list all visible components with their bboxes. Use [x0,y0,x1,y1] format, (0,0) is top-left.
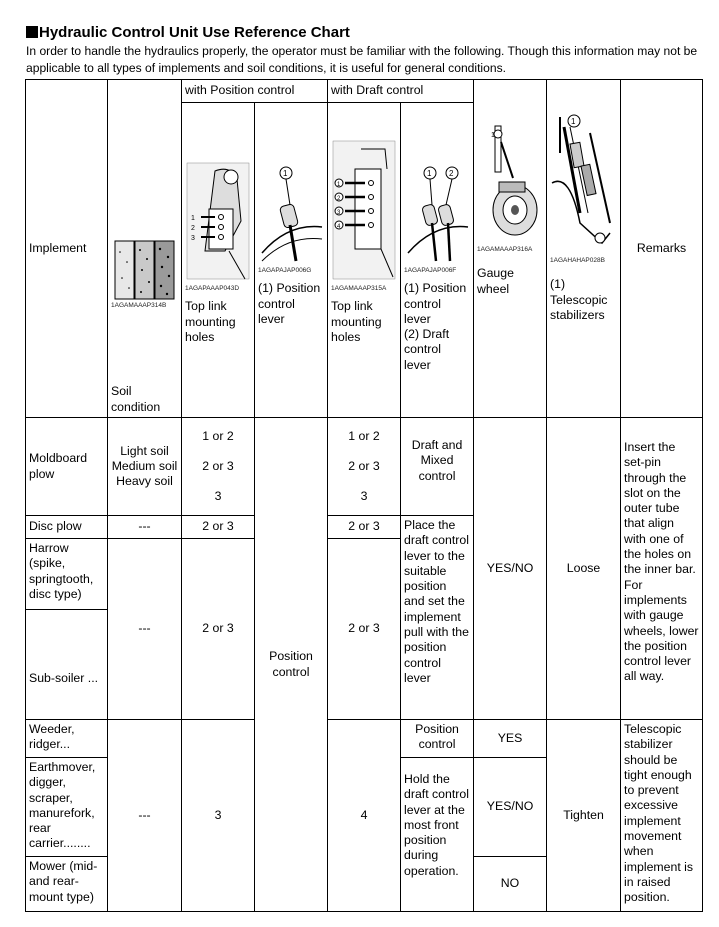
row-weeder-draft-lever: Position control [401,720,474,758]
row-earthmover-gauge: YES/NO [474,758,547,857]
group3-soil: --- [108,720,182,912]
row-disc-soil: --- [108,516,182,539]
soil-medium: Medium soil [111,458,178,473]
row-moldboard-soil [108,418,182,516]
svg-text:1: 1 [191,215,195,222]
draft-lever-image-caption: 1AGAPAJAP006F [404,267,457,275]
soil-image-caption: 1AGAMAAAP314B [111,302,167,310]
pos-holes-light: 1 or 2 [202,428,234,443]
col-position-control: Position control [255,418,328,912]
soil-heavy: Heavy soil [116,474,173,489]
group3-draft-lever: Hold the draft control lever at the most front position during operation. [401,758,474,912]
svg-text:1: 1 [283,169,288,178]
draft-holes-light: 1 or 2 [348,428,380,443]
header-soil-cell [108,80,182,418]
col-stabilizer-loose: Loose [547,418,621,720]
group-position-label: with Position control [182,80,328,103]
row-mower-implement: Mower (mid- and rear- mount type) [26,857,108,912]
gauge-image-caption: 1AGAMAAAP316A [477,246,533,254]
col-remarks-top: Insert the set-pin through the slot on the outer tube that align with one of the holes on the inner bar. For implements with gauge wheels, lower the position control lever all way. [621,418,703,720]
row-disc-draft-holes: 2 or 3 [328,516,401,539]
pos-holes-heavy: 3 [214,489,222,504]
draft-control-lever-image [404,143,470,263]
group-draft-label: with Draft control [328,80,474,103]
header-implement-cell: Implement [26,80,108,418]
header-remarks-cell: Remarks [621,80,703,418]
chart-body [25,79,703,912]
header-pos-holes-cell [182,103,255,418]
row-weeder-gauge: YES [474,720,547,758]
soil-samples-image [114,240,176,302]
svg-text:2: 2 [337,196,341,202]
row-disc-pos-holes: 2 or 3 [182,516,255,539]
svg-text:2: 2 [191,225,195,232]
position-control-lever-image [258,143,324,263]
group3-remarks: Telescopic stabilizer should be tight enough to prevent excessive implement movement when implement is in raised position. [621,720,703,912]
group3-draft-holes: 4 [328,720,401,912]
row-moldboard-draft-holes [328,418,401,516]
position-top-link-holes-image [185,161,251,281]
header-draft-lever-label-1: (1) Position control lever [404,281,467,326]
title-square-bullet [26,26,38,38]
header-soil-label: Soil condition [111,384,161,414]
svg-text:1: 1 [427,169,432,178]
soil-light: Light soil [120,443,169,458]
row-harrow-implement: Harrow (spike, springtooth, disc type) [26,539,108,610]
col-gauge-yes-no: YES/NO [474,418,547,720]
svg-text:3: 3 [337,210,341,216]
group2-draft-holes: 2 or 3 [328,539,401,720]
header-gauge-cell [474,80,547,418]
pos-lever-image-caption: 1AGAPAJAP006G [258,267,312,275]
header-pos-lever-label: (1) Position control lever [258,281,321,326]
row-weeder-implement: Weeder, ridger... [26,720,108,758]
header-stabilizer-label: (1) Telescopic stabilizers [550,277,608,322]
stabilizer-image-caption: 1AGAHAHAP028B [550,257,605,265]
row-mower-gauge: NO [474,857,547,912]
header-draft-holes-cell [328,103,401,418]
draft-holes-heavy: 3 [360,489,368,504]
header-pos-holes-label: Top link mounting holes [185,299,236,344]
svg-text:1: 1 [491,132,495,139]
draft-holes-image-caption: 1AGAMAAAP315A [331,285,387,293]
row-moldboard-pos-holes [182,418,255,516]
intro-paragraph: In order to handle the hydraulics properly, the operator must be familiar with the following. Though this information may not be applicable to all types of implements and soil conditions, it is useful for general conditions. [26,44,698,75]
row-subsoiler-implement: Sub-soiler ... [26,610,108,720]
draft-holes-medium: 2 or 3 [348,458,380,473]
group2-pos-holes: 2 or 3 [182,539,255,720]
row-moldboard-implement: Moldboard plow [26,418,108,516]
header-draft-lever-cell [401,103,474,418]
svg-text:4: 4 [337,224,341,230]
svg-text:3: 3 [191,235,195,242]
row-moldboard-draft-lever: Draft and Mixed control [401,418,474,516]
group3-pos-holes: 3 [182,720,255,912]
group2-draft-lever: Place the draft control lever to the suitable position and set the implement pull with the position control lever [401,516,474,720]
page-title [26,24,350,41]
header-draft-lever-label-2: (2) Draft control lever [404,327,450,372]
telescopic-stabilizer-image [550,113,616,253]
group3-stabilizer: Tighten [547,720,621,912]
header-gauge-label: Gauge wheel [477,266,514,296]
draft-top-link-holes-image [331,139,397,281]
row-disc-implement: Disc plow [26,516,108,539]
header-stabilizer-cell [547,80,621,418]
svg-text:1: 1 [337,182,341,188]
svg-text:1: 1 [571,117,576,126]
row-earthmover-implement: Earthmover, digger, scraper, manurefork, rear carrier........ [26,758,108,857]
group2-soil: --- [108,539,182,720]
gauge-wheel-image [477,122,543,242]
header-draft-holes-label: Top link mounting holes [331,299,382,344]
header-pos-lever-cell [255,103,328,418]
title-text: Hydraulic Control Unit Use Reference Chart [39,24,350,41]
svg-text:2: 2 [449,169,454,178]
pos-holes-medium: 2 or 3 [202,458,234,473]
pos-holes-image-caption: 1AGAPAAAP043D [185,285,240,293]
